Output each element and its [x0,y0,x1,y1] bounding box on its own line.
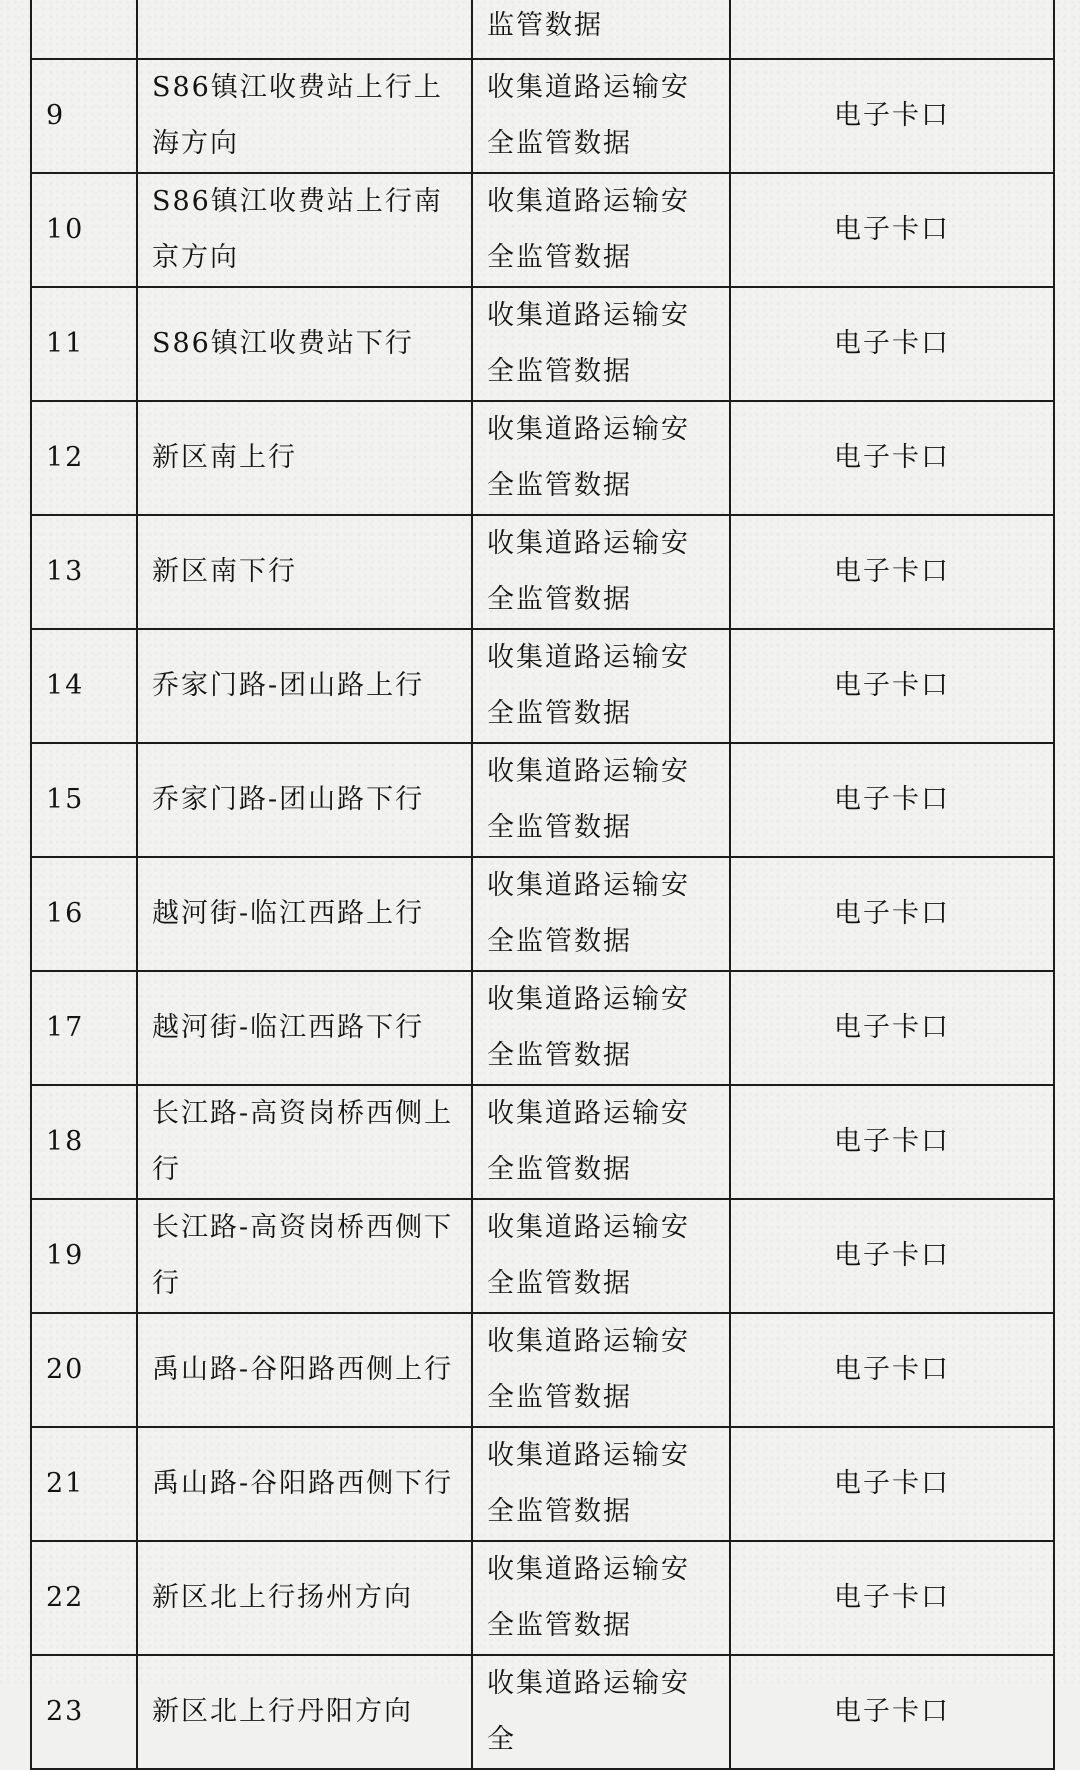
table-row [31,401,1054,515]
cell-purpose: 收集道路运输安全监管数据 [472,629,730,743]
cell-location: S86镇江收费站上行上海方向 [137,59,472,173]
table-row-continued [31,0,1054,59]
cell-no: 9 [31,59,137,173]
cell-type: 电子卡口 [730,971,1054,1085]
cell-type: 电子卡口 [730,1541,1054,1655]
cell-location: 新区北上行扬州方向 [137,1541,472,1655]
table-row [31,1427,1054,1541]
cell-purpose: 收集道路运输安全监管数据 [472,1085,730,1199]
cell-type [730,0,1054,59]
cell-purpose: 收集道路运输安全监管数据 [472,743,730,857]
cell-no: 20 [31,1313,137,1427]
cell-no: 16 [31,857,137,971]
cell-type: 电子卡口 [730,1085,1054,1199]
cell-purpose: 收集道路运输安全监管数据 [472,1199,730,1313]
table-row [31,287,1054,401]
cell-location: 乔家门路-团山路上行 [137,629,472,743]
cell-purpose: 收集道路运输安全 [472,1655,730,1769]
table-body [31,0,1054,1769]
cell-no: 11 [31,287,137,401]
cell-location: 越河街-临江西路上行 [137,857,472,971]
table-row [31,1085,1054,1199]
cell-location: S86镇江收费站下行 [137,287,472,401]
cell-location: 越河街-临江西路下行 [137,971,472,1085]
cell-type: 电子卡口 [730,629,1054,743]
cell-purpose: 收集道路运输安全监管数据 [472,1427,730,1541]
cell-location: 新区南上行 [137,401,472,515]
cell-location: 长江路-高资岗桥西侧下行 [137,1199,472,1313]
cell-purpose: 收集道路运输安全监管数据 [472,857,730,971]
table-row [31,743,1054,857]
cell-location: 禹山路-谷阳路西侧上行 [137,1313,472,1427]
table-row [31,515,1054,629]
cell-type: 电子卡口 [730,59,1054,173]
cell-no: 10 [31,173,137,287]
cell-purpose: 收集道路运输安全监管数据 [472,1313,730,1427]
cell-no: 22 [31,1541,137,1655]
cell-type: 电子卡口 [730,173,1054,287]
table-row [31,857,1054,971]
cell-type: 电子卡口 [730,401,1054,515]
cell-no: 21 [31,1427,137,1541]
cell-location [137,0,472,59]
cell-type: 电子卡口 [730,1427,1054,1541]
table-row [31,59,1054,173]
cell-no: 15 [31,743,137,857]
table-row [31,1541,1054,1655]
cell-purpose: 收集道路运输安全监管数据 [472,401,730,515]
cell-type: 电子卡口 [730,1313,1054,1427]
cell-type: 电子卡口 [730,1199,1054,1313]
cell-location: 新区南下行 [137,515,472,629]
table-row [31,173,1054,287]
cell-type: 电子卡口 [730,743,1054,857]
cell-no: 13 [31,515,137,629]
cell-location: 乔家门路-团山路下行 [137,743,472,857]
cell-purpose: 收集道路运输安全监管数据 [472,1541,730,1655]
cell-location: 新区北上行丹阳方向 [137,1655,472,1769]
cell-location: S86镇江收费站上行南京方向 [137,173,472,287]
cell-location: 禹山路-谷阳路西侧下行 [137,1427,472,1541]
cell-type: 电子卡口 [730,515,1054,629]
cell-type: 电子卡口 [730,857,1054,971]
table-row [31,1313,1054,1427]
cell-type: 电子卡口 [730,1655,1054,1769]
checkpoint-table [30,0,1055,1770]
cell-no: 18 [31,1085,137,1199]
cell-location: 长江路-高资岗桥西侧上行 [137,1085,472,1199]
cell-purpose: 收集道路运输安全监管数据 [472,173,730,287]
cell-type: 电子卡口 [730,287,1054,401]
table-row-partial [31,1655,1054,1769]
cell-purpose: 收集道路运输安全监管数据 [472,287,730,401]
cell-no: 12 [31,401,137,515]
cell-purpose: 收集道路运输安全监管数据 [472,515,730,629]
cell-no: 23 [31,1655,137,1769]
cell-no: 19 [31,1199,137,1313]
table-row [31,629,1054,743]
cell-purpose: 收集道路运输安全监管数据 [472,59,730,173]
cell-no: 14 [31,629,137,743]
cell-purpose: 收集道路运输安全监管数据 [472,971,730,1085]
cell-no: 17 [31,971,137,1085]
table-row [31,1199,1054,1313]
table-row [31,971,1054,1085]
cell-no [31,0,137,59]
cell-purpose: 监管数据 [472,0,730,59]
